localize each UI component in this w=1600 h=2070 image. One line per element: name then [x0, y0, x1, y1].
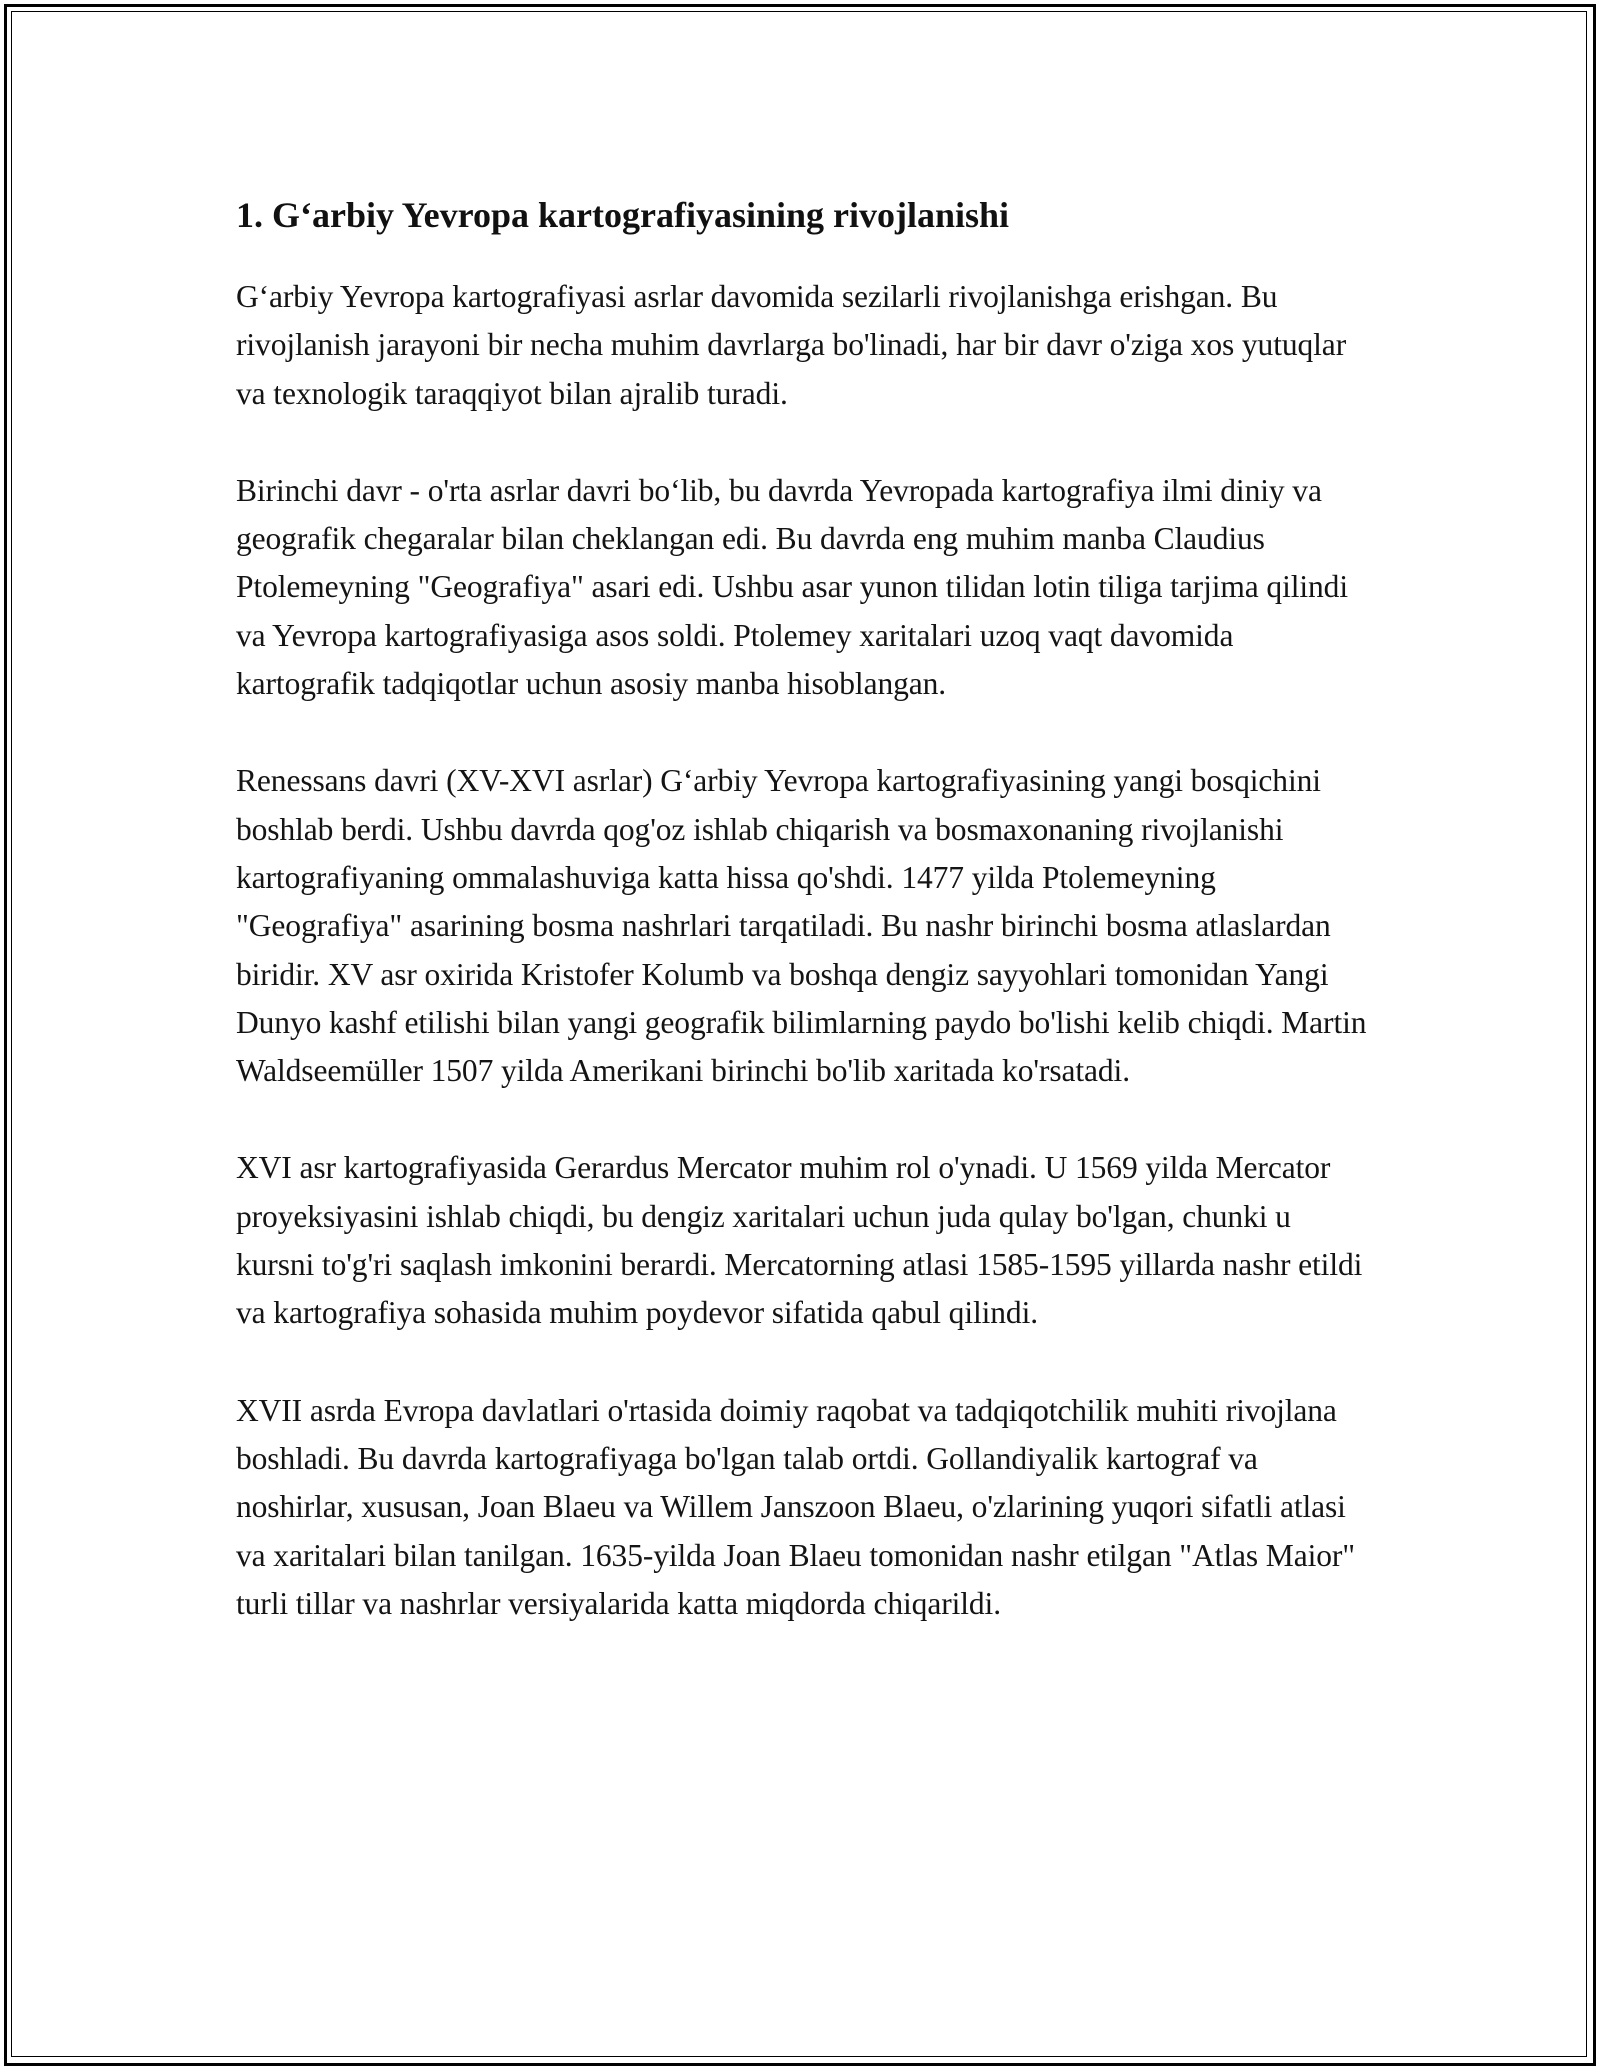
document-body: [236, 186, 1371, 1677]
paragraph-intro: G‘arbiy Yevropa kartografiyasi asrlar davomida sezilarli rivojlanishga erishgan. Bu rivojlanish jarayoni bir necha muhim davrlarga bo'linadi, har bir davr o'ziga xos yutuqlar va texnologik taraqqiyot bilan ajralib turadi.: [236, 279, 1347, 411]
section-heading: 1. G‘arbiy Yevropa kartografiyasining rivojlanishi: [236, 195, 1010, 235]
paragraph-middle-ages: Birinchi davr - o'rta asrlar davri bo‘lib, bu davrda Yevropada kartografiya ilmi diniy va geografik chegaralar bilan cheklangan edi. Bu davrda eng muhim manba Claudius Ptolemeyning "Geografiya" asari edi. Ushbu asar yunon tilidan lotin tiliga tarjima qilindi va Yevropa kartografiyasiga asos soldi. Ptolemey xaritalari uzoq vaqt davomida kartografik tadqiqotlar uchun asosiy manba hisoblangan.: [236, 472, 1348, 702]
paragraph-renaissance: Renessans davri (XV-XVI asrlar) G‘arbiy Yevropa kartografiyasining yangi bosqichini boshlab berdi. Ushbu davrda qog'oz ishlab chiqarish va bosmaxonaning rivojlanishi kartografiyaning ommalashuviga katta hissa qo'shdi. 1477 yilda Ptolemeyning "Geografiya" asarining bosma nashrlari tarqatiladi. Bu nashr birinchi bosma atlaslardan biridir. XV asr oxirida Kristofer Kolumb va boshqa dengiz sayyohlari tomonidan Yangi Dunyo kashf etilishi bilan yangi geografik bilimlarning paydo bo'lishi kelib chiqdi. Martin Waldseemüller 1507 yilda Amerikani birinchi bo'lib xaritada ko'rsatadi.: [236, 763, 1367, 1089]
paragraph-mercator: XVI asr kartografiyasida Gerardus Mercator muhim rol o'ynadi. U 1569 yilda Mercator proyeksiyasini ishlab chiqdi, bu dengiz xaritalari uchun juda qulay bo'lgan, chunki u kursni to'g'ri saqlash imkonini berardi. Mercatorning atlasi 1585-1595 yillarda nashr etildi va kartografiya sohasida muhim poydevor sifatida qabul qilindi.: [236, 1150, 1363, 1331]
paragraph-17th-century: XVII asrda Evropa davlatlari o'rtasida doimiy raqobat va tadqiqotchilik muhiti rivojlana boshladi. Bu davrda kartografiyaga bo'lgan talab ortdi. Gollandiyalik kartograf va noshirlar, xususan, Joan Blaeu va Willem Janszoon Blaeu, o'zlarining yuqori sifatli atlasi va xaritalari bilan tanilgan. 1635-yilda Joan Blaeu tomonidan nashr etilgan "Atlas Maior" turli tillar va nashrlar versiyalarida katta miqdorda chiqarildi.: [236, 1392, 1356, 1621]
